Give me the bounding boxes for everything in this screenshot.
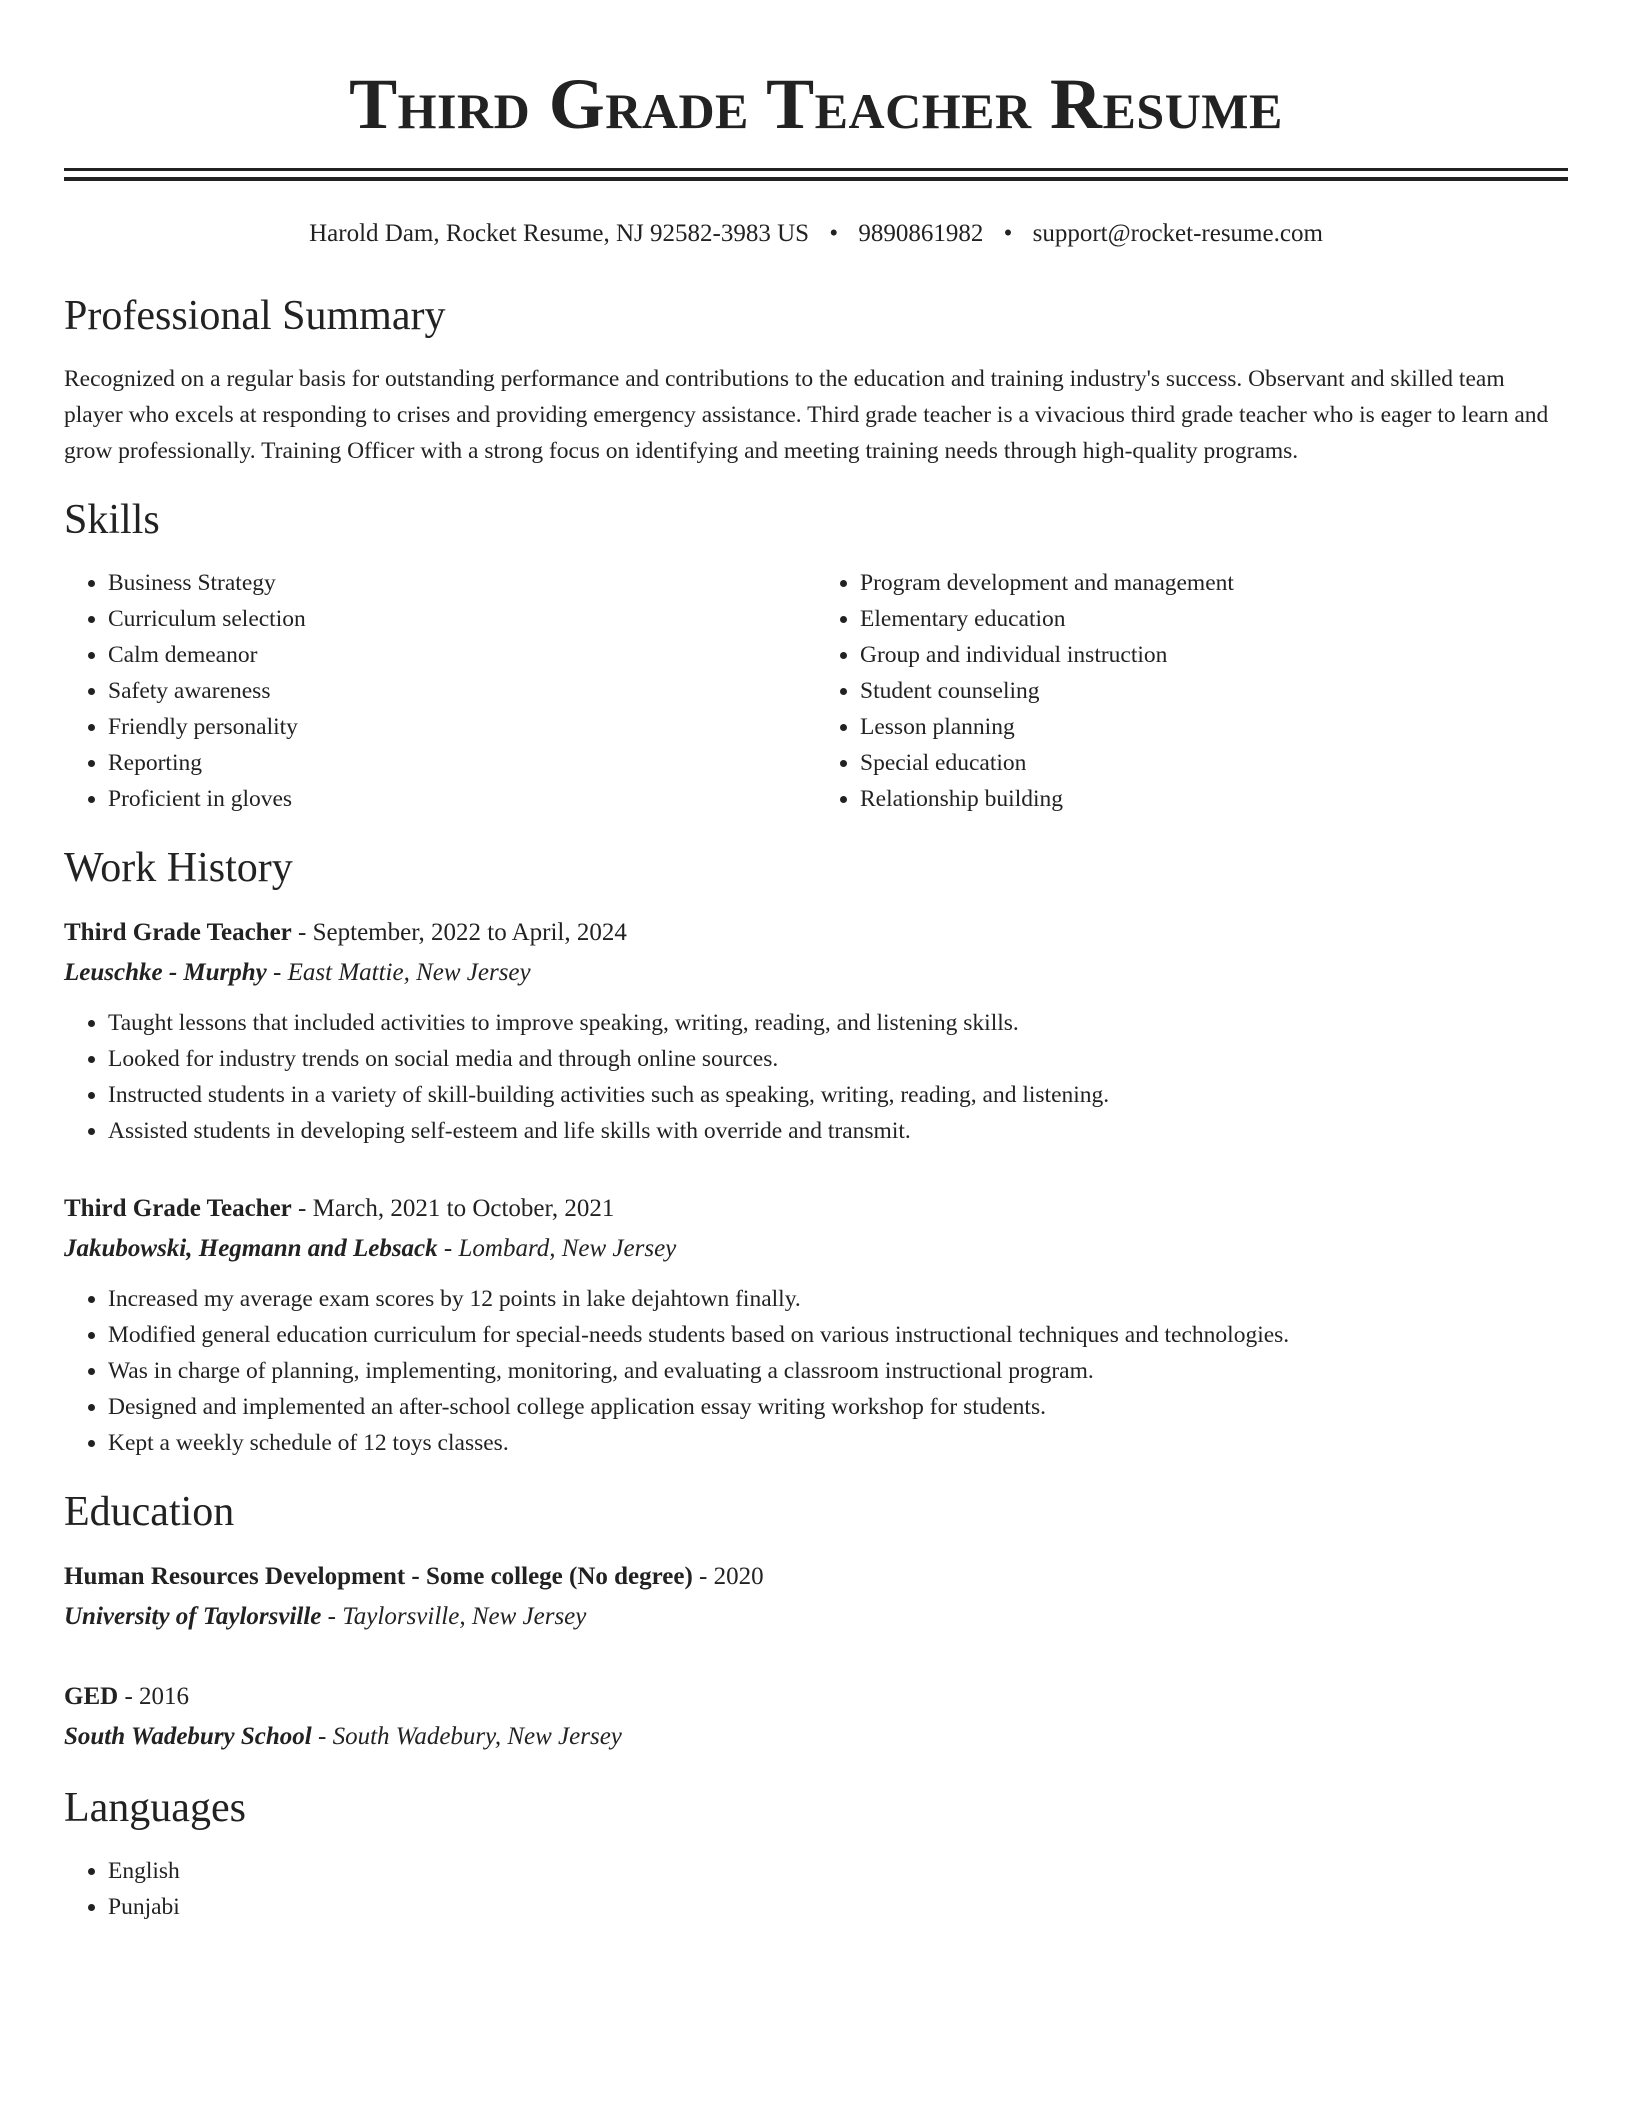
education-heading: Education xyxy=(64,1489,235,1535)
job-employer xyxy=(64,953,1568,993)
job-bullet: • Looked for industry trends on social media and through online sources. xyxy=(108,1041,1568,1077)
education-section xyxy=(64,1489,1568,1757)
skill-item: • Program development and management xyxy=(860,565,1568,601)
languages-heading: Languages xyxy=(64,1785,246,1831)
job-bullet: • Modified general education curriculum for special-needs students based on various instructional techniques and technologies. xyxy=(108,1317,1568,1353)
skills-section xyxy=(64,497,1568,817)
job-bullet: • Was in charge of planning, implementing, monitoring, and evaluating a classroom instructional program. xyxy=(108,1353,1568,1389)
job-header xyxy=(64,1189,1568,1229)
education-location: - Taylorsville, New Jersey xyxy=(321,1603,587,1630)
skill-item: • Lesson planning xyxy=(860,709,1568,745)
contact-phone: 9890861982 xyxy=(858,220,984,247)
job-entry xyxy=(64,913,1568,1149)
job-title: Third Grade Teacher xyxy=(64,1195,292,1222)
skill-item: • Student counseling xyxy=(860,673,1568,709)
education-degree: GED xyxy=(64,1683,119,1710)
education-school: University of Taylorsville xyxy=(64,1603,322,1630)
education-entry xyxy=(64,1557,1568,1637)
education-school-line xyxy=(64,1597,1568,1637)
job-title: Third Grade Teacher xyxy=(64,919,292,946)
summary-text: Recognized on a regular basis for outstanding performance and contributions to the education and training industry's success. Observant and skilled team player who excels at responding to crises and providing emergency assistance. Third grade teacher is a vivacious third grade teacher who is eager to learn and grow professionally. Training Officer with a strong focus on identifying and meeting training needs through high-quality programs. xyxy=(64,366,1549,464)
education-degree: Human Resources Development - Some college (No degree) xyxy=(64,1563,693,1590)
work-history-section xyxy=(64,845,1568,1461)
education-location: - South Wadebury, New Jersey xyxy=(311,1723,622,1750)
summary-section xyxy=(64,293,1568,469)
job-company: Jakubowski, Hegmann and Lebsack xyxy=(64,1235,438,1262)
skill-item: • Business Strategy xyxy=(108,565,816,601)
job-bullet: • Assisted students in developing self-esteem and life skills with override and transmit. xyxy=(108,1113,1568,1149)
language-item: • English xyxy=(108,1853,1568,1889)
contact-address: Harold Dam, Rocket Resume, NJ 92582-3983 US xyxy=(309,220,810,247)
skill-item: • Curriculum selection xyxy=(108,601,816,637)
education-school: South Wadebury School xyxy=(64,1723,312,1750)
skill-item: • Relationship building xyxy=(860,781,1568,817)
contact-email: support@rocket-resume.com xyxy=(1032,220,1323,247)
skill-item: • Special education xyxy=(860,745,1568,781)
education-year: - 2020 xyxy=(692,1563,764,1590)
job-dates: - September, 2022 to April, 2024 xyxy=(291,919,627,946)
skills-heading: Skills xyxy=(64,497,160,543)
education-school-line xyxy=(64,1717,1568,1757)
job-bullet: • Increased my average exam scores by 12 points in lake dejahtown finally. xyxy=(108,1281,1568,1317)
job-employer xyxy=(64,1229,1568,1269)
job-bullets xyxy=(64,1005,1568,1149)
skill-item: • Calm demeanor xyxy=(108,637,816,673)
skill-item: • Proficient in gloves xyxy=(108,781,816,817)
skill-item: • Safety awareness xyxy=(108,673,816,709)
language-item: • Punjabi xyxy=(108,1889,1568,1925)
job-bullet: • Instructed students in a variety of skill-building activities such as speaking, writing, reading, and listening. xyxy=(108,1077,1568,1113)
languages-list xyxy=(64,1853,1568,1925)
job-bullet: • Designed and implemented an after-school college application essay writing workshop for students. xyxy=(108,1389,1568,1425)
work-history-heading: Work History xyxy=(64,845,293,891)
skills-list-left xyxy=(64,565,816,817)
skills-columns xyxy=(64,565,1568,817)
job-bullets xyxy=(64,1281,1568,1461)
skill-item: • Elementary education xyxy=(860,601,1568,637)
contact-separator: • xyxy=(829,220,839,247)
job-location: - East Mattie, New Jersey xyxy=(266,959,531,986)
education-entry xyxy=(64,1677,1568,1757)
job-bullet: • Kept a weekly schedule of 12 toys classes. xyxy=(108,1425,1568,1461)
job-entry xyxy=(64,1189,1568,1461)
skills-list-right xyxy=(816,565,1568,817)
education-header xyxy=(64,1557,1568,1597)
title-divider-top xyxy=(64,168,1568,171)
education-header xyxy=(64,1677,1568,1717)
contact-line xyxy=(64,219,1568,249)
title-divider-bottom xyxy=(64,177,1568,181)
summary-heading: Professional Summary xyxy=(64,293,446,339)
education-year: - 2016 xyxy=(118,1683,190,1710)
skill-item: • Group and individual instruction xyxy=(860,637,1568,673)
job-company: Leuschke - Murphy xyxy=(64,959,267,986)
contact-separator: • xyxy=(1003,220,1013,247)
page-title: Third Grade Teacher Resume xyxy=(349,64,1283,144)
job-bullet: • Taught lessons that included activities to improve speaking, writing, reading, and listening skills. xyxy=(108,1005,1568,1041)
job-dates: - March, 2021 to October, 2021 xyxy=(291,1195,615,1222)
skill-item: • Reporting xyxy=(108,745,816,781)
job-header xyxy=(64,913,1568,953)
skill-item: • Friendly personality xyxy=(108,709,816,745)
job-location: - Lombard, New Jersey xyxy=(437,1235,677,1262)
languages-section xyxy=(64,1785,1568,1925)
